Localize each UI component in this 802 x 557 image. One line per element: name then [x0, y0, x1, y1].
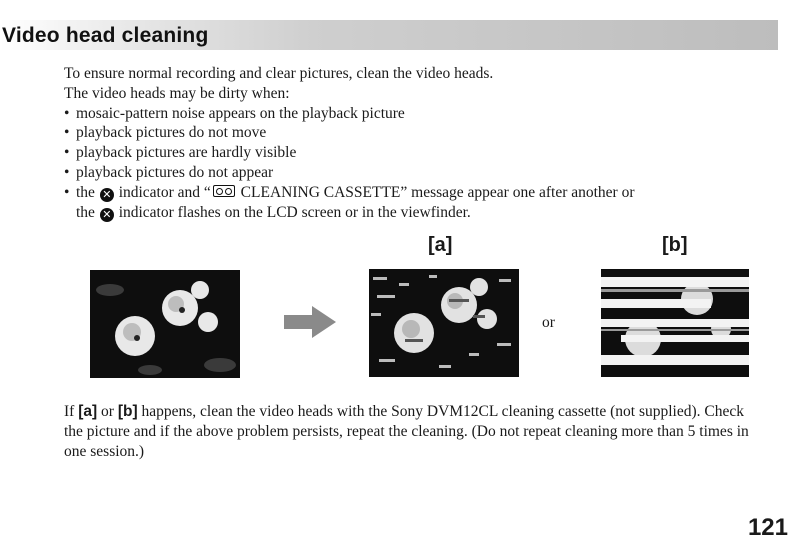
footer-text-3: happens, clean the video heads with the Sony DVM12CL cleaning cassette (not supplied). Check the picture and if the above problem persists, repeat the cleaning. (Do not repeat cleaning more than 5 times in one session.) — [64, 403, 749, 460]
symptom-item: • playback pictures do not appear — [64, 163, 764, 183]
banded-noise-picture-b — [601, 269, 749, 377]
intro-line-1: To ensure normal recording and clear pictures, clean the video heads. — [64, 65, 494, 82]
symptom-item: • playback pictures are hardly visible — [64, 143, 764, 163]
cassette-icon — [213, 185, 235, 197]
intro-line-2: The video heads may be dirty when: — [64, 84, 290, 102]
mosaic-noise-picture-a — [369, 269, 519, 377]
clear-picture-image — [90, 270, 240, 378]
section-title: Video head cleaning — [2, 24, 209, 47]
figure-label-a: [a] — [428, 234, 453, 256]
indicator-text-5: indicator flashes on the LCD screen or in the viewfinder. — [118, 203, 471, 221]
x-circle-icon: ✕ — [100, 188, 114, 202]
arrow-right-icon — [284, 306, 336, 338]
symptom-item-indicator — [64, 183, 764, 223]
page-number: 121 — [747, 514, 788, 541]
flower-photo — [90, 270, 240, 378]
indicator-text-1: the — [76, 183, 95, 201]
footer-text-1: If — [64, 403, 75, 420]
indicator-text-4: the — [76, 203, 95, 221]
or-text: or — [542, 314, 555, 331]
mosaic-photo — [369, 269, 519, 377]
symptom-item: • mosaic-pattern noise appears on the playback picture — [64, 104, 764, 124]
symptom-list — [64, 104, 764, 223]
footer-ref-a: [a] — [78, 403, 98, 420]
body-text — [64, 64, 764, 222]
indicator-text-2: indicator and “ — [118, 183, 211, 201]
footer-paragraph — [64, 402, 764, 462]
indicator-text-3: CLEANING CASSETTE” message appear one after another or — [240, 183, 635, 201]
symptom-item: • playback pictures do not move — [64, 123, 764, 143]
figure-label-b: [b] — [662, 234, 688, 256]
banded-photo — [601, 269, 749, 377]
x-circle-icon: ✕ — [100, 208, 114, 222]
footer-text-2: or — [101, 403, 114, 420]
footer-ref-b: [b] — [117, 403, 138, 420]
